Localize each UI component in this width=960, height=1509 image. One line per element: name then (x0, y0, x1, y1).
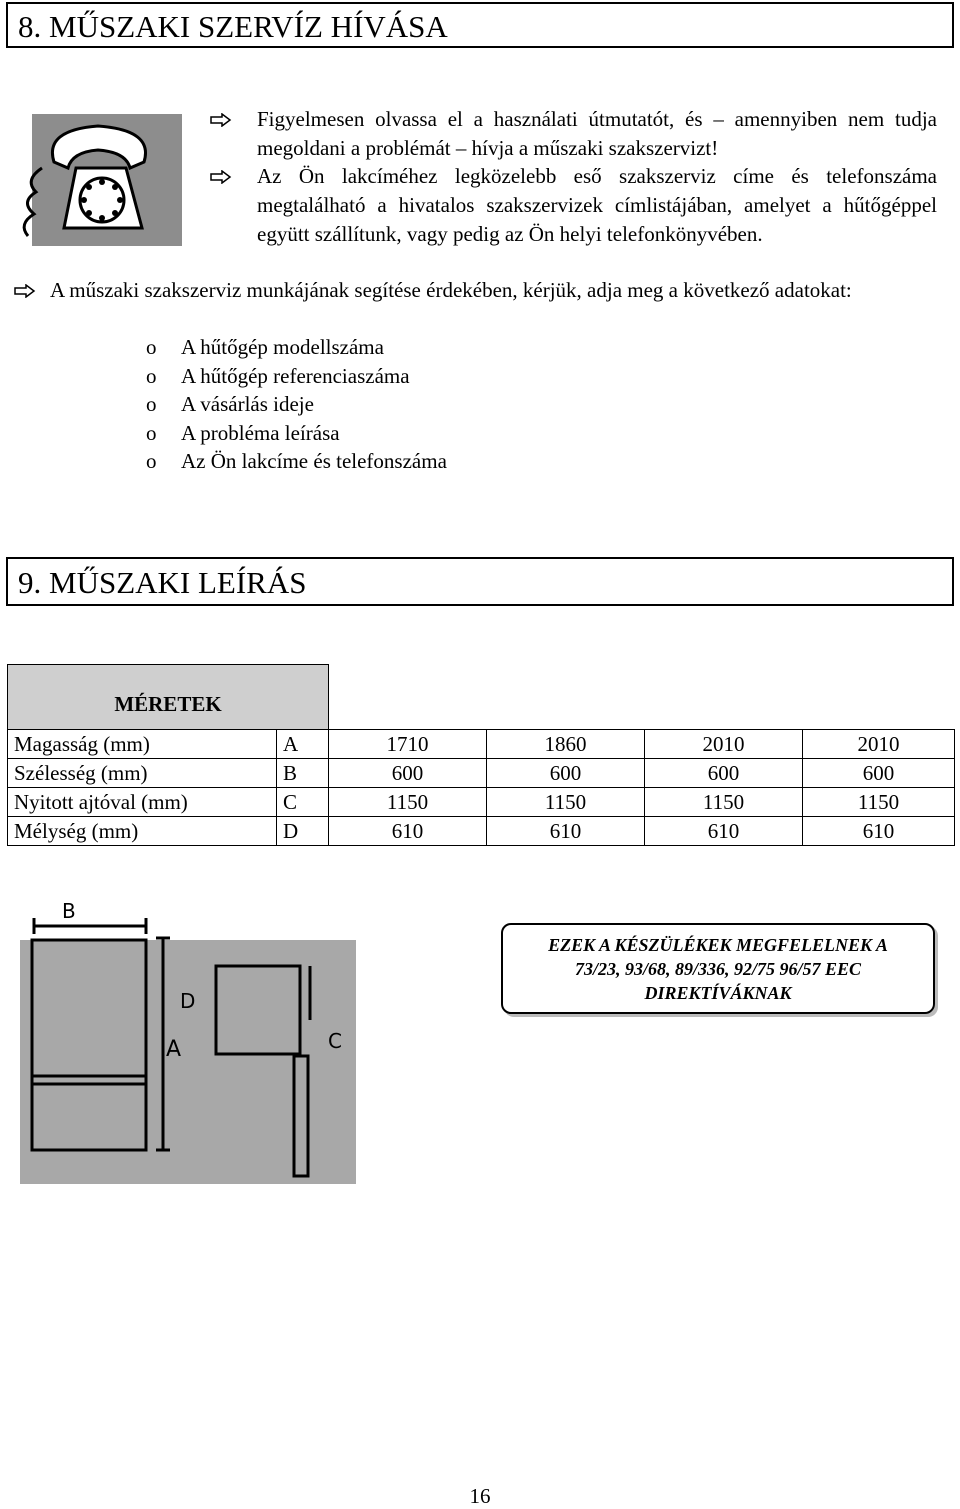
label-c: C (328, 1029, 342, 1053)
table-row: Magasság (mm) A 1710 1860 2010 2010 (8, 730, 955, 759)
section-8-header (6, 2, 954, 48)
table-row: Nyitott ajtóval (mm) C 1150 1150 1150 1150 (8, 788, 955, 817)
list-item: o Az Ön lakcíme és telefonszáma (146, 449, 447, 473)
section-9-title: 9. MŰSZAKI LEÍRÁS (18, 565, 307, 600)
label-b: B (62, 899, 76, 923)
paragraph-read-manual: Figyelmesen olvassa el a használati útmutatót, és – amennyiben nem tudja megoldani a problémát – hívja a műszaki szakszervizt! (257, 107, 937, 160)
list-item: o A hűtőgép modellszáma (146, 335, 384, 359)
section-9-header (6, 557, 954, 606)
compliance-line-2: 73/23, 93/68, 89/336, 92/75 96/57 EEC (574, 959, 862, 979)
list-item: o A vásárlás ideje (146, 392, 314, 416)
page-number: 16 (469, 1484, 491, 1508)
arrow-bullet-icon (210, 170, 232, 184)
table-row: Szélesség (mm) B 600 600 600 600 (8, 759, 955, 788)
compliance-line-3: DIREKTÍVÁKNAK (644, 983, 792, 1003)
list-item: o A hűtőgép referenciaszáma (146, 363, 410, 388)
required-data-list (146, 333, 447, 476)
telephone-icon (14, 110, 182, 248)
dimensions-table (7, 664, 955, 846)
paragraph-provide-data: A műszaki szakszerviz munkájának segítése érdekében, kérjük, adja meg a következő adatokat: (50, 278, 852, 302)
list-item: o A probléma leírása (146, 420, 340, 445)
table-row: Mélység (mm) D 610 610 610 610 (8, 817, 955, 846)
label-d: D (180, 989, 196, 1013)
compliance-box (501, 923, 935, 1014)
label-a: A (166, 1037, 182, 1062)
section-8-title: 8. MŰSZAKI SZERVÍZ HÍVÁSA (18, 9, 448, 44)
arrow-bullet-icon (14, 284, 36, 298)
table-header: MÉRETEK (8, 665, 329, 730)
arrow-bullet-icon (210, 113, 232, 127)
paragraph-service-address: Az Ön lakcíméhez legközelebb eső szakszerviz címe és telefonszáma megtalálható a hivatalos szakszervizek címlistájában, amelyet a hűtőgéppel együtt szállítunk, vagy pedig az Ön helyi telefonkönyvében. (257, 164, 937, 246)
compliance-line-1: EZEK A KÉSZÜLÉKEK MEGFELELNEK A (548, 935, 888, 955)
fridge-dimensions-diagram (18, 896, 358, 1186)
